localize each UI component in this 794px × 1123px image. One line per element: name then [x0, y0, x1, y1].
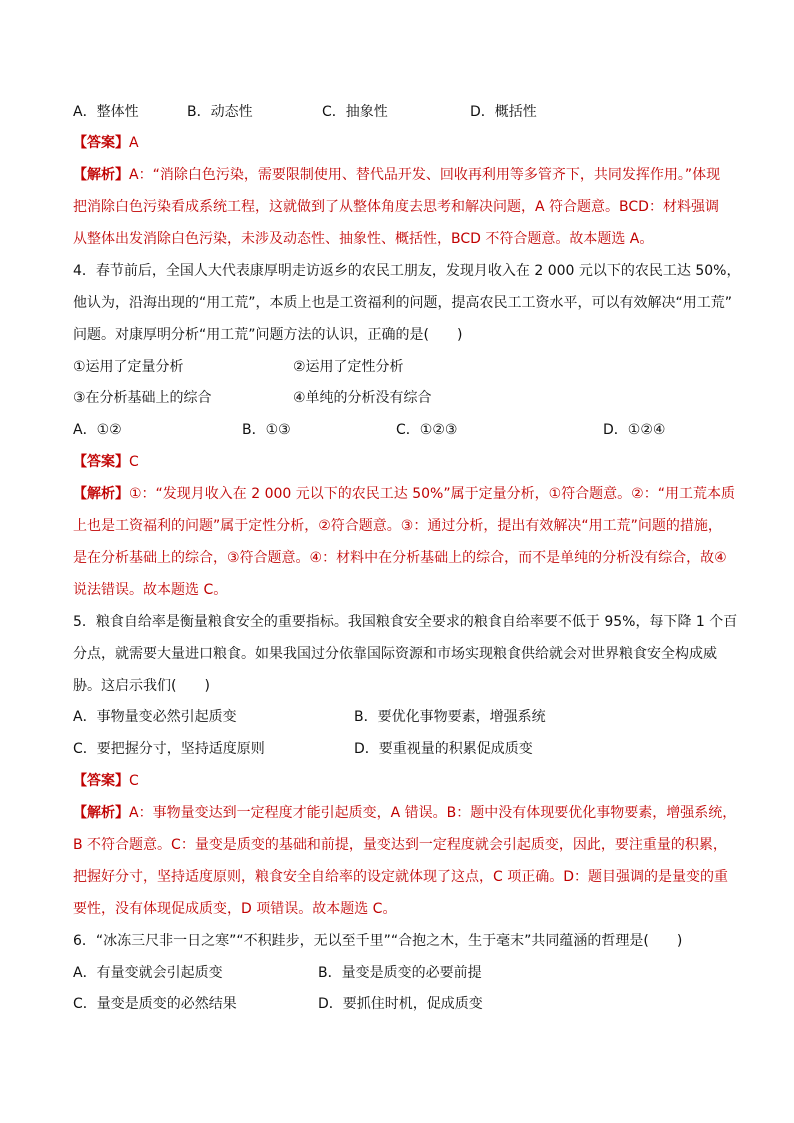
analysis-line: 【解析】A：“消除白色污染，需要限制使用、替代品开发、回收再利用等多管齐下，共同发挥作用。”体现: [73, 167, 721, 183]
q4-answer: [73, 452, 139, 472]
answer-tag: 【答案】: [73, 135, 129, 151]
q4-option-d: D．①②④: [603, 422, 666, 438]
answer-value: C: [129, 773, 139, 789]
analysis-tag: 【解析】: [73, 167, 129, 183]
analysis-line: 【解析】①：“发现月收入在 2 000 元以下的农民工达 50%”属于定量分析，①符合题意。②：“用工荒本质: [73, 486, 735, 502]
answer-tag: 【答案】: [73, 773, 129, 789]
q6-stem: 6．“冰冻三尺非一日之寒”“不积跬步，无以至千里”“合抱之木，生于毫末”共同蕴涵的哲理是( ): [73, 933, 683, 949]
analysis-line: B 不符合题意。C：量变是质变的基础和前提，量变达到一定程度就会引起质变，因此，要注重量的积累，: [73, 837, 727, 853]
stem-line: 胁。这启示我们( ): [73, 678, 210, 694]
q6-option-c: C．量变是质变的必然结果: [73, 996, 237, 1012]
q4-option-b: B．①③: [242, 422, 291, 438]
answer-value: A: [129, 135, 139, 151]
stem-line: 分点，就需要大量进口粮食。如果我国过分依靠国际资源和市场实现粮食供给就会对世界粮食安全构成威: [73, 646, 717, 662]
analysis-line: 【解析】A：事物量变达到一定程度才能引起质变，A 错误。B：题中没有体现要优化事物要素，增强系统，: [73, 805, 737, 821]
statement-4: ④单纯的分析没有综合: [293, 390, 432, 406]
analysis-line: 把握好分寸，坚持适度原则，粮食安全自给率的设定就体现了这点，C 项正确。D：题目强调的是量变的重: [73, 869, 729, 885]
analysis-line: 把消除白色污染看成系统工程，这就做到了从整体角度去思考和解决问题，A 符合题意。BCD：材料强调: [73, 199, 719, 215]
analysis-tag: 【解析】: [73, 805, 129, 821]
analysis-tag: 【解析】: [73, 486, 129, 502]
q3-answer: [73, 133, 139, 153]
q3-option-b: B．动态性: [187, 104, 253, 120]
stem-line: 4．春节前后，全国人大代表康厚明走访返乡的农民工朋友，发现月收入在 2 000 元以下的农民工达 50%，: [73, 263, 741, 279]
analysis-line: 是在分析基础上的综合，③符合题意。④：材料中在分析基础上的综合，而不是单纯的分析没有综合，故④: [73, 550, 727, 566]
answer-tag: 【答案】: [73, 454, 129, 470]
q3-option-c: C．抽象性: [322, 104, 388, 120]
q6-option-d: D．要抓住时机，促成质变: [318, 996, 483, 1012]
answer-value: C: [129, 454, 139, 470]
q5-option-c: C．要把握分寸，坚持适度原则: [73, 741, 265, 757]
statement-1: ①运用了定量分析: [73, 359, 184, 375]
q6-option-b: B．量变是质变的必要前提: [318, 965, 482, 981]
stem-line: 5．粮食自给率是衡量粮食安全的重要指标。我国粮食安全要求的粮食自给率要不低于 95%，每下降 1 个百: [73, 614, 738, 630]
statement-2: ②运用了定性分析: [293, 359, 404, 375]
stem-line: 问题。对康厚明分析“用工荒”问题方法的认识，正确的是( ): [73, 327, 463, 343]
q3-option-a: A．整体性: [73, 104, 139, 120]
statement-3: ③在分析基础上的综合: [73, 390, 212, 406]
q5-option-d: D．要重视量的积累促成质变: [354, 741, 533, 757]
q5-option-a: A．事物量变必然引起质变: [73, 709, 237, 725]
q4-option-a: A．①②: [73, 422, 122, 438]
analysis-line: 要性，没有体现促成质变，D 项错误。故本题选 C。: [73, 901, 397, 917]
q6-option-a: A．有量变就会引起质变: [73, 965, 223, 981]
stem-line: 他认为，沿海出现的“用工荒”，本质上也是工资福利的问题，提高农民工工资水平，可以有效解决“用工荒”: [73, 295, 733, 311]
analysis-line: 从整体出发消除白色污染，未涉及动态性、抽象性、概括性，BCD 不符合题意。故本题选 A。: [73, 231, 654, 247]
q5-option-b: B．要优化事物要素，增强系统: [354, 709, 546, 725]
q5-answer: [73, 771, 139, 791]
analysis-line: 上也是工资福利的问题”属于定性分析，②符合题意。③：通过分析，提出有效解决“用工荒”问题的措施，: [73, 518, 722, 534]
q3-option-d: D．概括性: [470, 104, 537, 120]
analysis-line: 说法错误。故本题选 C。: [73, 582, 228, 598]
q4-option-c: C．①②③: [396, 422, 458, 438]
